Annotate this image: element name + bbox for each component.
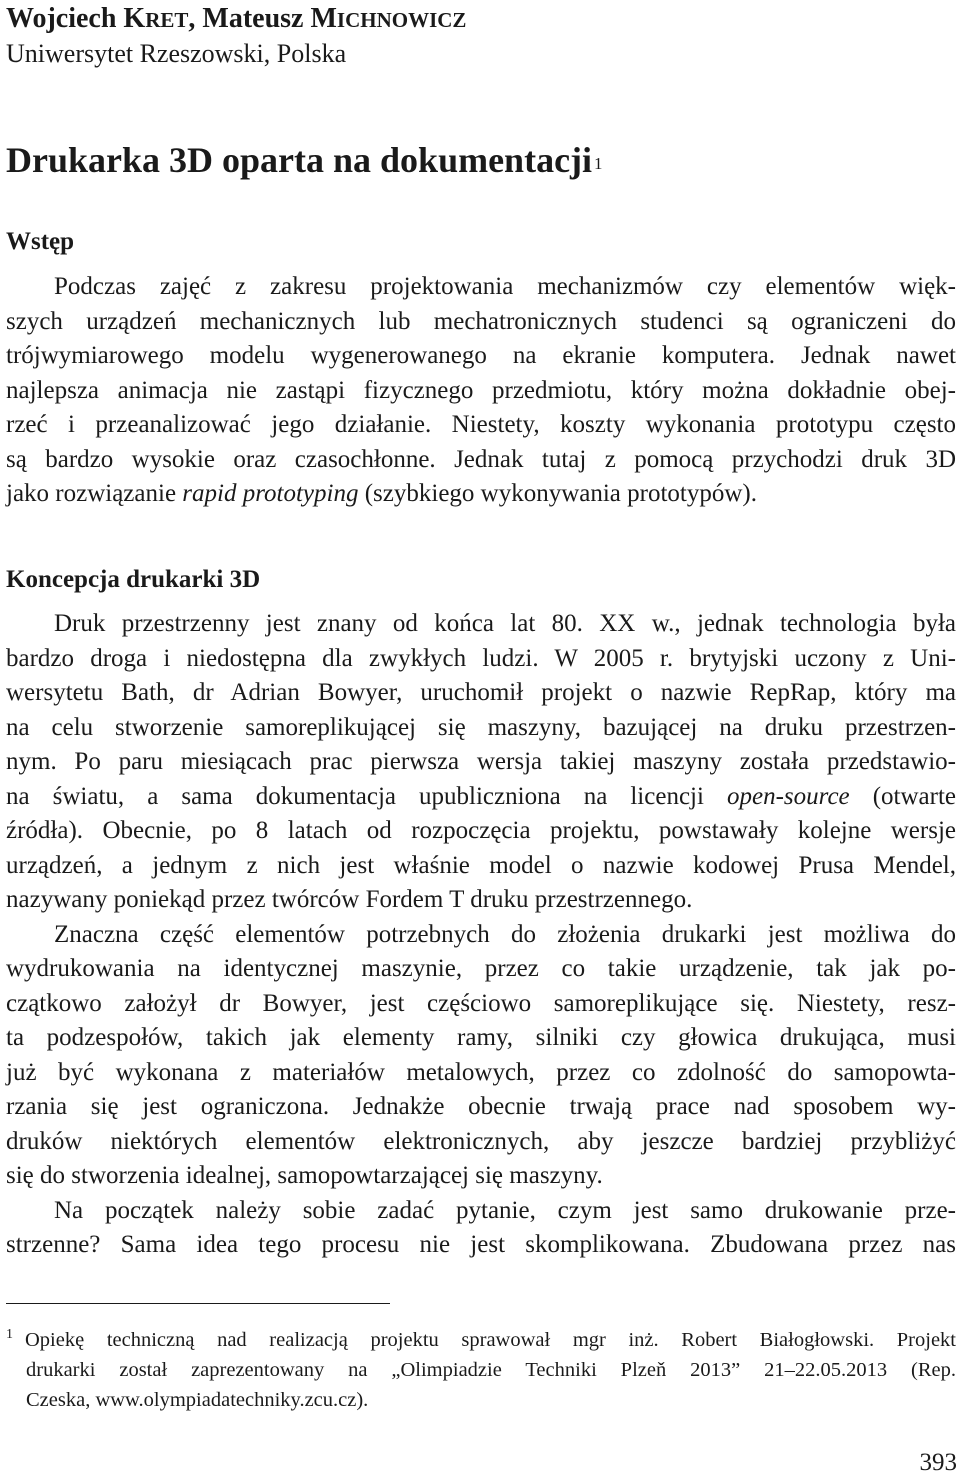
author-2-surname-rest: ICHNOWICZ bbox=[336, 8, 467, 32]
paragraph-line: już być wykonana z materiałów metalowych, przez co zdolność do samopowta- bbox=[6, 1058, 956, 1086]
footnote-divider bbox=[6, 1303, 390, 1304]
line-segment: (szybkiego wykonywania prototypów). bbox=[358, 480, 758, 507]
section-concept-body bbox=[6, 607, 956, 1263]
paragraph-line: źródła). Obecnie, po 8 latach od rozpoczęcia projektu, powstawały kolejne wersje bbox=[6, 817, 956, 844]
paragraph-line: rzania się jest ograniczona. Jednakże obecnie trwają prace nad sposobem wy- bbox=[6, 1093, 956, 1120]
paragraph-line: urządzeń, a jednym z nich jest właśnie model o nazwie kodowej Prusa Mendel, bbox=[6, 851, 956, 879]
paragraph-line: są bardzo wysokie oraz czasochłonne. Jednak tutaj z pomocą przychodzi druk 3D bbox=[6, 445, 956, 473]
paragraph-line: druków niektórych elementów elektronicznych, aby jeszcze bardziej przybliżyć bbox=[6, 1127, 956, 1155]
paragraph-line: się do stworzenia idealnej, samopowtarzającej się maszyny. bbox=[6, 1162, 603, 1189]
footnote-line: drukarki został zaprezentowany na „Olimpiadzie Techniki Plzeň 2013” 21–22.05.2013 (Rep. bbox=[26, 1359, 956, 1381]
line-segment: na światu, a sama dokumentacja upubliczniona na licencji bbox=[6, 782, 727, 810]
page-number: 393 bbox=[919, 1449, 957, 1476]
paragraph-line: trójwymiarowego modelu wygenerowanego na ekranie komputera. Jednak nawet bbox=[6, 342, 956, 369]
paragraph-line: wydrukowania na identycznej maszynie, przez co takie urządzenie, tak jak po- bbox=[6, 955, 956, 982]
paragraph-line: szych urządzeń mechanicznych lub mechatronicznych studenci są ograniczeni do bbox=[6, 307, 956, 335]
author-1-first-name: Wojciech bbox=[6, 3, 124, 34]
paragraph-line: najlepsza animacja nie zastąpi fizycznego przedmiotu, który można dokładnie obej- bbox=[6, 376, 956, 404]
paragraph-line: Na początek należy sobie zadać pytanie, czym jest samo drukowanie prze- bbox=[54, 1196, 956, 1224]
affiliation: Uniwersytet Rzeszowski, Polska bbox=[6, 39, 347, 68]
paragraph-line bbox=[6, 780, 956, 815]
italic-term: open-source bbox=[727, 782, 850, 810]
paragraph-line: bardzo droga i niedostępna dla zwykłych ludzi. W 2005 r. brytyjski uczony z Uni- bbox=[6, 644, 956, 672]
authors-line bbox=[6, 2, 466, 37]
section-intro-body bbox=[6, 270, 956, 512]
footnote bbox=[6, 1325, 956, 1415]
paragraph-line: rzeć i przeanalizować jego działanie. Niestety, koszty wykonania prototypu często bbox=[6, 411, 956, 438]
paragraph-line: nym. Po paru miesiącach prac pierwsza wersja takiej maszyny została przedstawio- bbox=[6, 748, 956, 775]
paragraph-line: na celu stworzenie samoreplikującej się maszyny, bazującej na druku przestrzen- bbox=[6, 713, 956, 741]
paragraph-line bbox=[6, 477, 956, 512]
paragraph-line: wersytetu Bath, dr Adrian Bowyer, uruchomił projekt o nazwie RepRap, który ma bbox=[6, 679, 956, 706]
author-2-first-name: Mateusz bbox=[202, 3, 311, 34]
paragraph-line: strzenne? Sama idea tego procesu nie jest skomplikowana. Zbudowana przez nas bbox=[6, 1231, 956, 1258]
author-2-surname-initial: M bbox=[310, 3, 337, 34]
paragraph-line: Podczas zajęć z zakresu projektowania mechanizmów czy elementów więk- bbox=[54, 273, 956, 300]
line-segment: jako rozwiązanie bbox=[6, 480, 183, 507]
line-segment: (otwarte bbox=[849, 782, 956, 810]
paper-title bbox=[6, 138, 601, 182]
paper-title-text: Drukarka 3D oparta na dokumentacji bbox=[6, 140, 593, 180]
paragraph-line: Druk przestrzenny jest znany od końca lat 80. XX w., jednak technologia była bbox=[54, 610, 956, 637]
author-1-surname-initial: K bbox=[123, 3, 146, 34]
section-heading-intro: Wstęp bbox=[6, 228, 75, 255]
italic-term: rapid prototyping bbox=[182, 480, 359, 507]
paragraph-line: czątkowo założył dr Bowyer, jest częściowo samoreplikujące się. Niestety, resz- bbox=[6, 989, 956, 1017]
footnote-line: Czeska, www.olympiadatechniky.zcu.cz). bbox=[26, 1389, 369, 1411]
title-footnote-ref[interactable]: 1 bbox=[594, 154, 603, 173]
authors-separator: , bbox=[188, 3, 203, 34]
paragraph-line: ta podzespołów, takich jak elementy ramy, silniki czy głowica drukująca, musi bbox=[6, 1024, 956, 1051]
paragraph-line: Znaczna część elementów potrzebnych do złożenia drukarki jest możliwa do bbox=[54, 920, 956, 948]
footnote-text: Opiekę techniczną nad realizacją projektu sprawował mgr inż. Robert Białogłowski. Projekt bbox=[25, 1329, 956, 1351]
paragraph-line: nazywany poniekąd przez twórców Fordem T druku przestrzennego. bbox=[6, 886, 693, 913]
author-1-surname-rest: RET bbox=[145, 8, 189, 32]
footnote-marker: 1 bbox=[6, 1327, 13, 1342]
footnote-line bbox=[6, 1325, 956, 1355]
section-heading-concept: Koncepcja drukarki 3D bbox=[6, 566, 261, 593]
